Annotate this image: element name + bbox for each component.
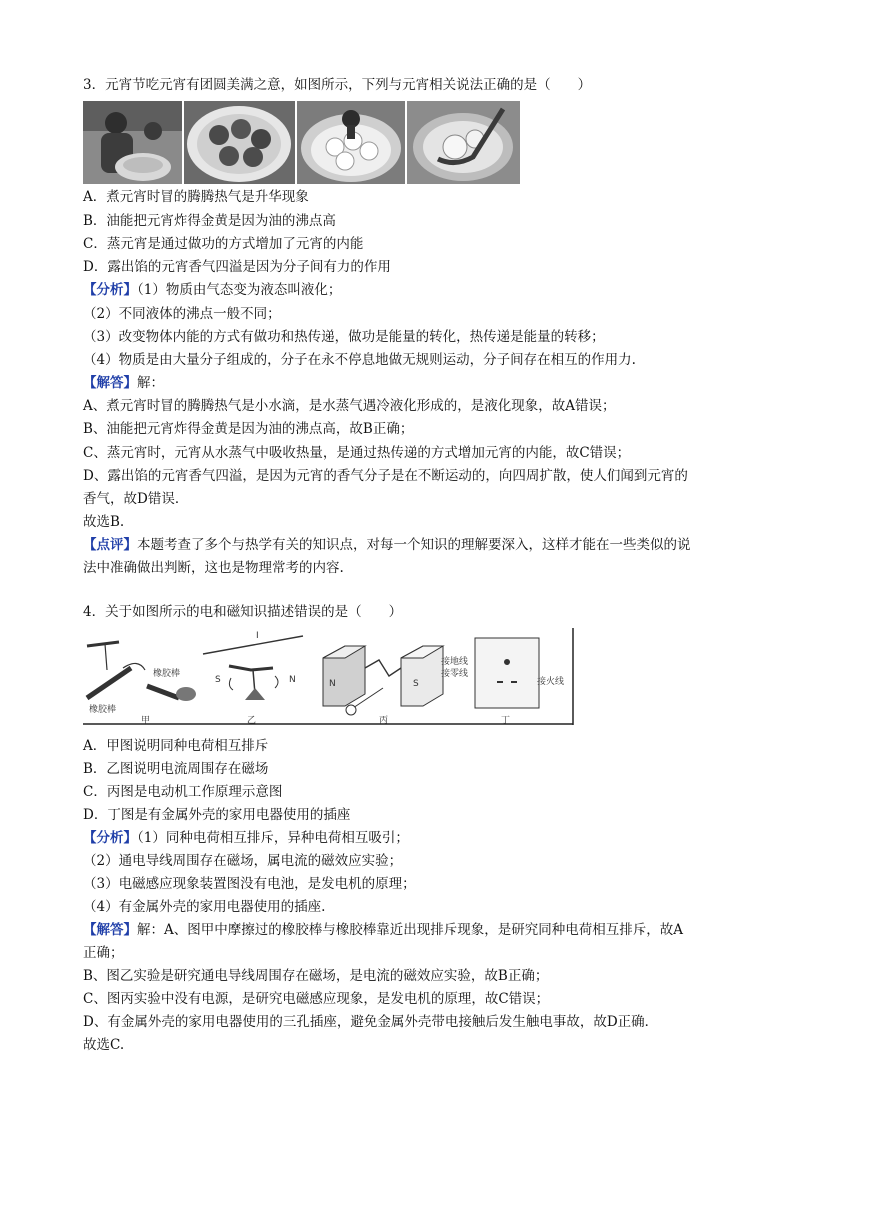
label-jia: 甲 xyxy=(141,716,151,725)
figure-yi xyxy=(203,631,303,725)
q3-answer-line-d2: 香气，故D错误． xyxy=(83,491,189,507)
label-live: 接火线 xyxy=(537,677,565,687)
q3-analysis-line-4: （4）物质是由大量分子组成的，分子在永不停息地做无规则运动，分子间存在相互的作用力. xyxy=(83,352,636,368)
label-rod2: 橡胶棒 xyxy=(89,705,117,715)
q3-analysis-line-3: （3）改变物体内能的方式有做功和热传递，做功是能量的转化，热传递是能量的转移； xyxy=(83,329,605,345)
label-neutral: 接零线 xyxy=(441,669,469,679)
q3-analysis-tag: 【分析】 xyxy=(83,282,137,298)
photo-plate-yuanxiao xyxy=(184,101,295,184)
q4-option-b: B．乙图说明电流周围存在磁场 xyxy=(83,761,269,777)
q3-option-b: B．油能把元宵炸得金黄是因为油的沸点高 xyxy=(83,213,336,229)
q4-figure xyxy=(83,628,574,725)
q3-comment-tag: 【点评】 xyxy=(83,537,137,553)
q3-option-c: C．蒸元宵是通过做功的方式增加了元宵的内能 xyxy=(83,236,364,252)
q4-answer-line-d: D、有金属外壳的家用电器使用的三孔插座，避免金属外壳带电接触后发生触电事故，故D正确． xyxy=(83,1014,659,1030)
label-s: S xyxy=(215,675,221,685)
label-ding: 丁 xyxy=(501,716,511,725)
figure-jia xyxy=(87,642,196,725)
q4-option-a: A．甲图说明同种电荷相互排斥 xyxy=(83,738,269,754)
label-rod: 橡胶棒 xyxy=(153,669,181,679)
q4-analysis-line-1: 【分析】（1）同种电荷相互排斥，异种电荷相互吸引； xyxy=(83,830,409,846)
q3-answer-choice: 故选B. xyxy=(83,514,125,530)
q4-answer-line-a2: 正确； xyxy=(83,945,124,961)
label-magnet-s: S xyxy=(413,679,419,689)
q4-analysis-line-4: （4）有金属外壳的家用电器使用的插座. xyxy=(83,899,326,915)
q3-analysis-line-2: （2）不同液体的沸点一般不同； xyxy=(83,306,281,322)
figure-ding xyxy=(441,638,564,725)
figure-bing xyxy=(323,646,443,725)
q3-analysis-line-1: 【分析】（1）物质由气态变为液态叫液化； xyxy=(83,282,342,298)
q3-stem: 3．元宵节吃元宵有团圆美满之意，如图所示，下列与元宵相关说法正确的是（ ） xyxy=(83,77,592,93)
q3-option-d: D．露出馅的元宵香气四溢是因为分子间有力的作用 xyxy=(83,259,391,275)
q3-photo-strip xyxy=(83,101,520,184)
q3-comment-line-1: 【点评】本题考查了多个与热学有关的知识点，对每一个知识的理解要深入，这样才能在一些类似的说 xyxy=(83,537,691,553)
q3-comment-line-2: 法中准确做出判断，这也是物理常考的内容. xyxy=(83,560,344,576)
q4-answer-choice: 故选C. xyxy=(83,1037,125,1053)
label-ground: 接地线 xyxy=(441,657,469,667)
label-current: I xyxy=(256,631,259,641)
q3-answer-line-c: C、蒸元宵时，元宵从水蒸气中吸收热量，是通过热传递的方式增加元宵的内能，故C错误； xyxy=(83,445,631,461)
q4-analysis-tag: 【分析】 xyxy=(83,830,137,846)
q4-answer-tag: 【解答】 xyxy=(83,922,137,938)
photo-people-cooking xyxy=(83,101,182,184)
q3-answer-line-b: B、油能把元宵炸得金黄是因为油的沸点高，故B正确； xyxy=(83,421,414,437)
q4-answer-line-c: C、图丙实验中没有电源，是研究电磁感应现象，是发电机的原理，故C错误； xyxy=(83,991,550,1007)
label-bing: 丙 xyxy=(379,716,389,725)
q4-answer-line-b: B、图乙实验是研究通电导线周围存在磁场，是电流的磁效应实验，故B正确； xyxy=(83,968,549,984)
q3-answer-line-a: A、煮元宵时冒的腾腾热气是小水滴，是水蒸气遇冷液化形成的，是液化现象，故A错误； xyxy=(83,398,616,414)
q4-option-d: D．丁图是有金属外壳的家用电器使用的插座 xyxy=(83,807,351,823)
q3-answer-head: 【解答】解： xyxy=(83,375,164,391)
photo-bowl-yuanxiao xyxy=(297,101,405,184)
q3-option-a: A．煮元宵时冒的腾腾热气是升华现象 xyxy=(83,189,309,205)
label-n: N xyxy=(289,675,296,685)
photo-spoon-bowl xyxy=(407,101,520,184)
q4-option-c: C．丙图是电动机工作原理示意图 xyxy=(83,784,283,800)
q3-answer-tag: 【解答】 xyxy=(83,375,137,391)
q4-analysis-line-3: （3）电磁感应现象装置图没有电池，是发电机的原理； xyxy=(83,876,416,892)
label-magnet-n: N xyxy=(329,679,336,689)
q4-stem: 4．关于如图所示的电和磁知识描述错误的是（ ） xyxy=(83,604,403,620)
label-yi: 乙 xyxy=(247,716,257,725)
q4-analysis-line-2: （2）通电导线周围存在磁场，属电流的磁效应实验； xyxy=(83,853,403,869)
q3-answer-line-d: D、露出馅的元宵香气四溢，是因为元宵的香气分子是在不断运动的，向四周扩散，使人们闻到元宵的 xyxy=(83,468,688,484)
q4-answer-head: 【解答】解：A、图甲中摩擦过的橡胶棒与橡胶棒靠近出现排斥现象，是研究同种电荷相互排斥，故A xyxy=(83,922,683,938)
